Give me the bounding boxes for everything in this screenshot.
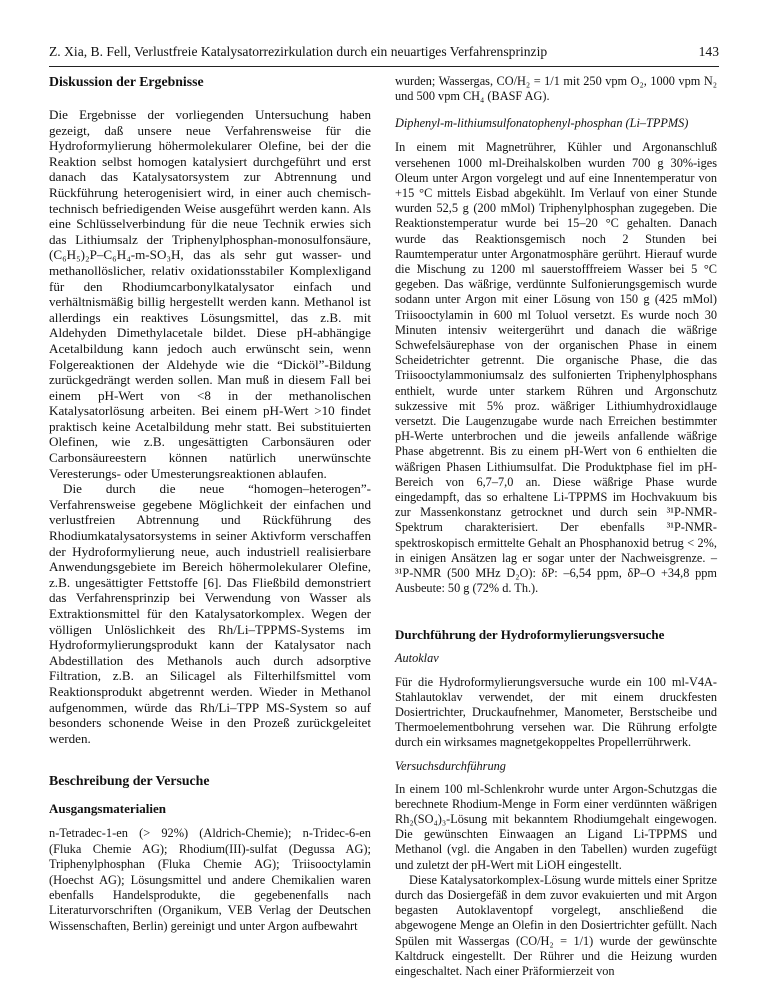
subheading-versuchsdurchfuehrung: Versuchsdurchführung — [395, 758, 506, 773]
paragraph-versuch-2: Diese Katalysatorkomplex-Lösung wurde mittels einer Spritze durch das Dosiergefäß in dem zuvor evakuierten und mit Argon begasten Autoklaventopf vorgelegt, anschließend die abgewogene Menge an Olefin in den Dosiertrichter gefüllt. Nach Spülen mit Wassergas (CO/H₂ = 1/1) wurde der gewünschte Kaltdruck eingestellt. Der Rührer und die Heizung wurden eingeschaltet. Nach einer Präformierzeit von — [395, 872, 717, 978]
running-header — [49, 44, 719, 64]
running-title: Z. Xia, B. Fell, Verlustfreie Katalysatorrezirkulation durch ein neuartiges Verfahrensprinzip — [49, 44, 548, 59]
paragraph-diskussion-2: Die durch die neue “homogen–heterogen”-Verfahrensweise gegebene Möglichkeit der einfachen und verlustfreien Abtrennung und Rückführung des Rhodiumkatalysatorsystems in seiner Aktivform verschaffen der Hydroformylierung neue, auch industriell realisierbare Anwendungsgebiete im Bereich höhermolekularer Olefine, z.B. ungesättigter Fettstoffe [6]. Das Fließbild demonstriert das Verfahrensprinzip bei Verwendung von Wasser als Extraktionsmittel für den Katalysatorkomplex. Wegen der völligen Unlöslichkeit des Rh/Li–TPPMS-Systems im Hydroformylierungsprodukt kann der Katalysator nach Abdestillation des Methanols auch durch adsorptive Filtration, z.B. an Silicagel als Filterhilfsmittel vom Reaktionsprodukt abgetrennt werden. Wieder in Methanol aufgenommen, würde das Rh/Li–TPP MS-System so auf besonders schonende Weise in den Prozeß zurückgeleitet werden. — [49, 481, 371, 746]
paragraph-versuch-1: In einem 100 ml-Schlenkrohr wurde unter Argon-Schutzgas die berechnete Rhodium-Menge in Form einer verdünnten wäßrigen Rh₂(SO₄)₃-Lösung mit bekanntem Rhodiumgehalt eingewogen. Die gewünschten Einwaagen an Ligand Li-TPPMS und Methanol (vgl. die Angaben in den Tabellen) wurden zugefügt und zuletzt der pH-Wert mit LiOH eingestellt. — [395, 781, 717, 872]
subheading-autoklav: Autoklav — [395, 650, 439, 665]
left-column — [49, 74, 371, 934]
page-number: 143 — [698, 44, 719, 59]
heading-durchfuehrung: Durchführung der Hydroformylierungsversuche — [395, 626, 665, 642]
paragraph-autoklav: Für die Hydroformylierungsversuche wurde ein 100 ml-V4A-Stahlautoklav verwendet, der mit einem druckfesten Dosiertrichter, Druckaufnehmer, Manometer, Berstscheibe und Thermoelementbohrung versehen war. Die Rührung erfolgte durch ein wirksames magnetgekoppeltes Propellerrührwerk. — [395, 674, 717, 750]
subheading-li-tppms: Diphenyl-m-lithiumsulfonatophenyl-phosphan (Li–TPPMS) — [395, 116, 689, 131]
right-column — [395, 74, 717, 979]
paragraph-ausgangsmaterialien: n-Tetradec-1-en (> 92%) (Aldrich-Chemie); n-Tridec-6-en (Fluka Chemie AG); Rhodium(III)-sulfat (Degussa AG); Triphenylphosphan (Fluka Chemie AG); Triisooctylamin (Hoechst AG); Lösungsmittel und andere Chemikalien waren ebenfalls Handelsprodukte, die gegebenenfalls nach Literaturvorschriften (Organikum, VEB Verlag der Deutschen Wissenschaften, Berlin) gereinigt und unter Argon aufbewahrt — [49, 826, 371, 933]
heading-ausgangsmaterialien: Ausgangsmaterialien — [49, 801, 166, 817]
heading-diskussion: Diskussion der Ergebnisse — [49, 74, 204, 89]
heading-beschreibung: Beschreibung der Versuche — [49, 773, 210, 789]
header-rule — [49, 66, 719, 67]
paragraph-diskussion-1: Die Ergebnisse der vorliegenden Untersuchung haben gezeigt, daß unsere neue Verfahrensweise für die Hydroformylierung höhermolekularer Olefine, bei der die Reaktion selbst homogen katalysiert durchgeführt und erst danach das Katalysatorsystem zur Abtrennung und Rückführung heterogenisiert wird, in einer auch chemisch-technisch befriedigenden Weise ausgeführt werden kann. Als eine Schlüsselverbindung für die neue Technik erwies sich das Lithiumsalz der Triphenylphosphan-monosulfonsäure, (C₆H₅)₂P–C₆H₄-m-SO₃H, das als sehr gut wasser- und methanollöslicher, relativ oxidationsstabiler Komplexligand für den Rhodiumcarbonylkatalysator einfach und verhältnismäßig billig hergestellt werden kann. Methanol ist allerdings ein reaktives Lösungsmittel, das z.B. mit Aldehyden Dimethylacetale bildet. Diese pH-abhängige Acetalbildung kann jedoch auch erwünscht sein, wenn Folgereaktionen der Aldehyde wie die “Dicköl”-Bildung zurückgedrängt werden sollen. Man muß in diesem Fall bei einem pH-Wert von <8 in der methanolischen Katalysatorlösung arbeiten. Bei einem pH-Wert >10 findet praktisch keine Acetalbildung mehr statt. Bei substituierten Olefinen, wie z.B. ungesättigten Carbonsäuren oder Carbonsäureestern können natürlich unerwünschte Veresterungs- oder Umesterungsreaktionen ablaufen. — [49, 107, 371, 481]
paragraph-continuation: wurden; Wassergas, CO/H₂ = 1/1 mit 250 vpm O₂, 1000 vpm N₂ und 500 vpm CH₄ (BASF AG). — [395, 74, 717, 104]
paragraph-li-tppms: In einem mit Magnetrührer, Kühler und Argonanschluß versehenen 1000 ml-Dreihalskolben wurden 700 g 30%-iges Oleum unter Argon vorgelegt und auf eine Innentemperatur von +15 °C mittels Eisbad abgekühlt. Im Verlauf von einer Stunde wurden 52,5 g (200 mMol) Triphenylphosphan zugegeben. Die Reaktionstemperatur wurde bei 15–20 °C gehalten. Danach wurde das Reaktionsgemisch noch 2 Stunden bei Raumtemperatur unter Argonatmosphäre gerührt. Hierauf wurde die Mischung zu 1200 ml sauerstofffreiem Wasser bei 5 °C gegeben. Das wäßrige, verdünnte Sulfonierungsgemisch wurde sodann unter Argon mit einer Lösung von 150 g (425 mMol) Triisooctylamin in 600 ml Toluol versetzt. Es wurde noch 30 Minuten intensiv weitergerührt und danach die wäßrige Schwefelsäurephase von der organischen Phase in einem Scheidetrichter getrennt. Die organische Phase, die das Triisooctylammoniumsalz des sulfonierten Triphenylphosphans enthielt, wurde unter starkem Rühren und Argonschutz sukzessive mit 5% proz. wäßriger Lithiumhydroxidlauge versetzt. Die Laugenzugabe wurde nach Erreichen bestimmter pH-Werte unterbrochen und die jeweils anfallende wäßrige Phase abgetrennt. Bis zu einem pH-Wert von 6 enthielten die wäßrigen Phasen Lithiumsulfat. Die Produktphase fiel im pH-Bereich von 6,7–7,0 an. Diese wäßrige Phase wurde eingedampft, das so erhaltene Li-TPPMS im Hochvakuum bis zur Massenkonstanz getrocknet und durch sein ³¹P-NMR-Spektrum charakterisiert. Der ebenfalls ³¹P-NMR-spektroskopisch ermittelte Gehalt an Phosphanoxid betrug < 2%, in einigen Ansätzen lag er sogar unter der Nachweisgrenze. – ³¹P-NMR (500 MHz D₂O): δP: –6,54 ppm, δP–O +34,8 ppm Ausbeute: 50 g (72% d. Th.). — [395, 140, 717, 596]
